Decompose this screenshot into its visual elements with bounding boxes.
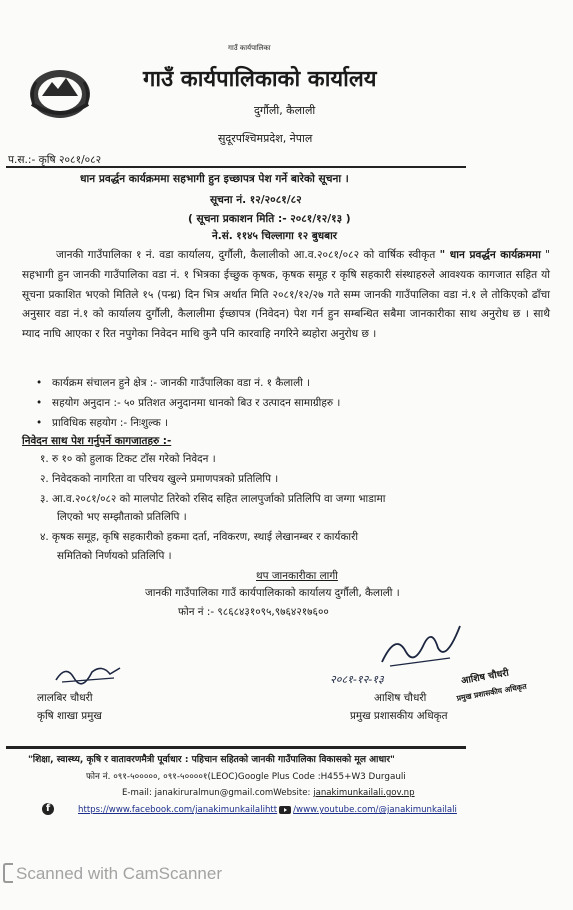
youtube-icon	[279, 806, 291, 814]
documents-heading: निवेदन साथ पेश गर्नुपर्ने कागजातहरु :-	[22, 435, 172, 447]
list-item: १. रु १० को हुलाक टिकट टाँस गरेको निवेदन ।	[40, 453, 216, 465]
program-name: " धान प्रवर्द्धन कार्यक्रममा	[439, 249, 541, 261]
right-signature-icon	[376, 622, 466, 672]
list-item: • कार्यक्रम संचालन हुने क्षेत्र :- जानकी गाउँपालिका वडा नं. १ कैलाली ।	[36, 377, 311, 389]
emblem-caption: गाउँ कार्यपालिका	[228, 44, 271, 52]
footer-social-links	[78, 805, 457, 815]
more-info-heading: थप जानकारीका लागी	[256, 570, 338, 582]
body-text-intro: जानकी गाउँपालिका १ नं. वडा कार्यालय, दुर्गौली, कैलालीको आ.व.२०८१/०८२ को वार्षिक स्वीकृत	[56, 249, 436, 261]
seal-stamp-name: आशिष चौधरी	[460, 667, 510, 687]
list-item: • सहयोग अनुदान :- ५० प्रतिशत अनुदानमा धानको बिउ र उत्पादन सामाग्रीहरु ।	[36, 397, 341, 409]
signature-date: २०८१-१२-१३	[330, 673, 384, 686]
facebook-icon: f	[42, 803, 54, 815]
body-text-details: " सहभागी हुन जानकी गाउँपालिका वडा नं. १ भित्रका ईच्छुक कृषक, कृषक समूह र कृषि सहकारी संस्थाहरुले आवश्यक कागजात सहित यो सूचना प्रकाशित भएको मितिले १५ (पन्ध्र) दिन भित्र अर्थात मिति २०८१/१२/२७ गते सम्म जानकी गाउँपालिका वडा नं.१ ले तोकिएको ढाँचा अनुसार वडा नं.१ को कार्यालय दुर्गौली, कैलालीमा ईच्छापत्र (निवेदन) पेश गर्न हुन सम्बन्धित सबैमा जानकारीका साथ अनुरोध छ । साथै म्याद नाघि आएका र रित नपुगेका निवेदन माथि कुनै पनि कारवाहि नगरिने ब्यहोरा अनुरोध छ ।	[22, 249, 551, 341]
more-info-phone: फोन नं :- ९८६८४३१०९५,९७६४२१७६००	[178, 606, 329, 618]
notice-title: धान प्रवर्द्धन कार्यक्रममा सहभागी हुन इच्छापत्र पेश गर्ने बारेको सूचना ।	[80, 173, 349, 185]
list-item: ४. कृषक समूह, कृषि सहकारीको हकमा दर्ता, नविकरण, स्थाई लेखानम्बर र कार्यकारी	[40, 531, 359, 543]
header-divider	[6, 166, 466, 168]
nepal-samvat-date: ने.सं. ११४५ चिल्लागा १२ बुधबार	[212, 230, 338, 242]
notice-number: सूचना नं. १२/२०८१/८२	[210, 194, 302, 206]
footer-divider	[6, 746, 466, 749]
camscanner-icon	[3, 862, 15, 884]
website-link[interactable]: janakimunkailali.gov.np	[313, 788, 415, 798]
more-info-office: जानकी गाउँपालिका गाउँ कार्यपालिकाको कार्यालय दुर्गौली, कैलाली ।	[145, 587, 400, 599]
list-item: २. निवेदकको नागरिता वा परिचय खुल्ने प्रमाणपत्रको प्रतिलिपि ।	[40, 473, 279, 485]
footer-contact: फोन नं. ०९१-५०००००, ०९१-५००००१(LEOC)Google Plus Code :H455+W3 Durgauli	[86, 772, 406, 782]
watermark-text: Scanned with CamScanner	[16, 864, 223, 883]
seal-stamp-title: प्रमुख प्रशासकीय अधिकृत	[456, 681, 528, 703]
right-signatory-title: प्रमुख प्रशासकीय अधिकृत	[350, 710, 448, 722]
list-item: • प्राविधिक सहयोग :- निःशुल्क ।	[36, 417, 168, 429]
notice-body	[22, 246, 550, 345]
footer-motto: "शिक्षा, स्वास्थ्य, कृषि र वातावरणमैत्री पूर्वाधार : पहिचान सहितको जानकी गाउँपालिका विकासको मूल आधार"	[28, 755, 395, 765]
facebook-link[interactable]: https://www.facebook.com/janakimunkailalihtt	[78, 805, 278, 815]
right-signatory-name: आशिष चौधरी	[374, 692, 427, 704]
office-place: दुर्गौली, कैलाली	[254, 104, 316, 117]
left-signatory-title: कृषि शाखा प्रमुख	[37, 710, 102, 722]
nepal-emblem-icon	[22, 62, 98, 122]
list-item: समितिको निर्णयको प्रतिलिपि ।	[57, 550, 172, 562]
left-signature-icon	[52, 660, 124, 686]
notice-published-date: ( सूचना प्रकाशन मिति :- २०८१/१२/१३ )	[188, 213, 351, 225]
list-item: ३. आ.व.२०८१/०८२ को मालपोट तिरेको रसिद सहित लालपुर्जाको प्रतिलिपि वा जग्गा भाडामा	[40, 493, 386, 505]
footer-email-line: E-mail: janakiruralmun@gmail.comWebsite: janakimunkailali.gov.np	[122, 788, 415, 798]
left-signatory-name: लालबिर चौधरी	[37, 692, 93, 704]
email-link[interactable]: janakiruralmun@gmail.com	[154, 788, 274, 798]
list-item: लिएको भए सम्झौताको प्रतिलिपि ।	[57, 511, 187, 523]
office-province: सुदूरपश्चिमप्रदेश, नेपाल	[218, 132, 313, 145]
youtube-link[interactable]: /www.youtube.com/@janakimunkailali	[293, 805, 457, 815]
reference-number: प.स.:- कृषि २०८१/०८२	[8, 154, 102, 166]
office-title: गाउँ कार्यपालिकाको कार्यालय	[143, 67, 377, 92]
